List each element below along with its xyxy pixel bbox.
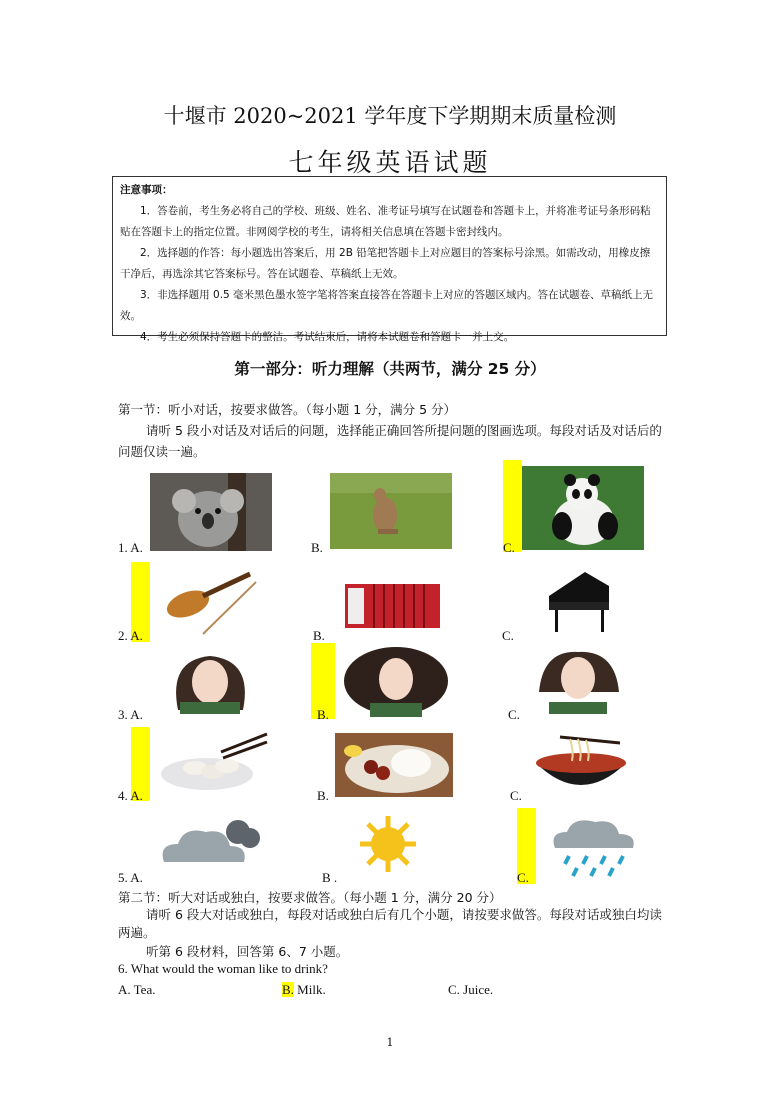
answer-highlight: B.: [282, 982, 294, 997]
question-row-5: [118, 870, 143, 886]
section1-instructions: 请听 5 段小对话及对话后的问题，选择能正确回答所提问题的图画选项。每段对话及对话后的问题仅读一遍。: [118, 423, 662, 459]
section1-title: 第一节：听小对话，按要求做答。（每小题 1 分，满分 5 分）: [118, 402, 457, 417]
q6-option-b: [282, 982, 326, 998]
notice-heading: 注意事项：: [120, 184, 173, 196]
piano-image: [545, 568, 613, 634]
q6-option-a: A. Tea.: [118, 982, 156, 997]
cloudy-icon: [150, 810, 266, 874]
option-b: B.: [313, 628, 325, 643]
rice-image: [335, 733, 453, 797]
question-row-3: [118, 707, 143, 723]
notice-item: 1．答卷前，考生务必将自己的学校、班级、姓名、准考证号填写在试题卷和答题卡上，并将准考证号条形码粘贴在答题卡上的指定位置。非网阅学校的考生，请将相关信息填在答题卡密封线内。: [120, 205, 651, 238]
answer-highlight: [503, 460, 522, 552]
option-a: A.: [130, 707, 143, 722]
page-number: 1: [386, 1036, 394, 1049]
q6-option-c: C. Juice.: [448, 982, 494, 997]
question-number: 4.: [118, 788, 128, 803]
question-row-2: [118, 628, 143, 644]
curly-hair-image: [340, 647, 452, 717]
short-hair-image: [533, 648, 623, 714]
option-b: B .: [322, 870, 338, 885]
notice-box: [112, 176, 667, 343]
option-a: A.: [130, 870, 143, 885]
sunny-icon: [340, 812, 436, 876]
kangaroo-image: [330, 473, 452, 549]
option-c: C.: [502, 628, 514, 643]
option-b: B.: [317, 707, 329, 722]
option-b: B.: [317, 788, 329, 803]
question-number: 3.: [118, 707, 128, 722]
koala-image: [150, 473, 272, 551]
q6-option-b-text: Milk.: [293, 982, 326, 997]
long-straight-hair-image: [158, 650, 263, 714]
exam-title: 十堰市 2020~2021 学年度下学期期末质量检测: [163, 104, 617, 128]
notice-item: 4．考生必须保持答题卡的整洁。考试结束后，请将本试题卷和答题卡一并上交。: [140, 331, 515, 343]
dumplings-image: [155, 730, 269, 796]
option-a: A.: [130, 540, 143, 555]
option-c: C.: [508, 707, 520, 722]
panda-image: [522, 466, 644, 550]
material-note: 听第 6 段材料，回答第 6、7 小题。: [146, 944, 349, 959]
question-number: 1.: [118, 540, 128, 555]
question-6: 6. What would the woman like to drink?: [118, 961, 328, 976]
question-row-4: [118, 788, 143, 804]
option-b: B.: [311, 540, 323, 555]
question-row-1: [118, 540, 143, 556]
notice-item: 3．非选择题用 0.5 毫米黑色墨水签字笔将答案直接答在答题卡上对应的答题区域内。答在试题卷、草稿纸上无效。: [120, 289, 654, 322]
option-c: C.: [503, 540, 515, 555]
section2-instructions: 请听 6 段大对话或独白，每段对话或独白后有几个小题，请按要求做答。每段对话或独白均读两遍。: [118, 907, 662, 940]
option-c: C.: [517, 870, 529, 885]
notice-item: 2．选择题的作答：每小题选出答案后，用 2B 铅笔把答题卡上对应题目的答案标号涂黑。如需改动，用橡皮擦干净后，再选涂其它答案标号。答在试题卷、草稿纸上无效。: [120, 247, 651, 280]
question-number: 2.: [118, 628, 128, 643]
part-title: 第一部分：听力理解（共两节，满分 25 分）: [234, 360, 546, 378]
rainy-icon: [543, 814, 643, 878]
question-number: 5.: [118, 870, 128, 885]
exam-subtitle: 七年级英语试题: [288, 148, 492, 177]
noodles-image: [530, 733, 632, 797]
option-c: C.: [510, 788, 522, 803]
violin-image: [158, 566, 258, 636]
option-a: A.: [130, 628, 143, 643]
accordion-image: [340, 574, 445, 634]
section2-title: 第二节：听大对话或独白，按要求做答。（每小题 1 分，满分 20 分）: [118, 890, 502, 905]
option-a: A.: [130, 788, 143, 803]
